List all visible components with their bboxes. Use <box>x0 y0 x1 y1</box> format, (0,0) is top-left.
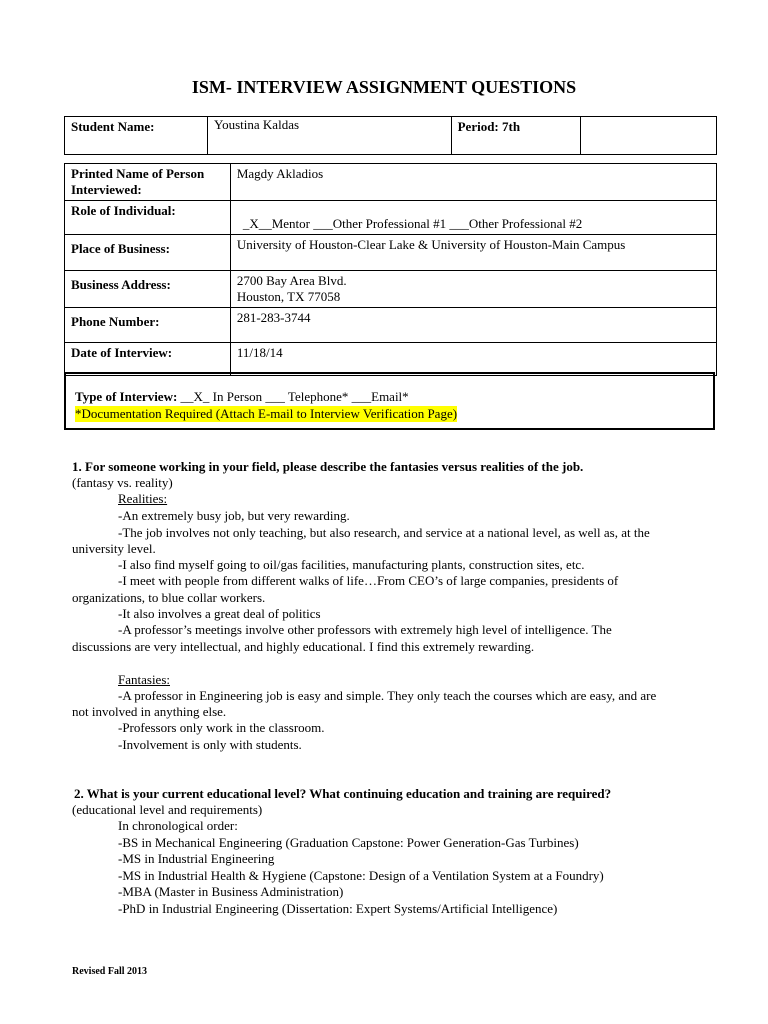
printed-name-label: Printed Name of Person Interviewed: <box>65 164 231 201</box>
fantasy-3: -Involvement is only with students. <box>118 737 302 752</box>
reality-6a: -A professor’s meetings involve other professors with extremely high level of intelligence. The <box>118 622 612 637</box>
student-name-label: Student Name: <box>65 117 208 155</box>
phone-label: Phone Number: <box>65 308 231 343</box>
education-4: -MBA (Master in Business Administration) <box>118 884 344 899</box>
role-value: _X__Mentor ___Other Professional #1 ___Other Professional #2 <box>230 201 716 235</box>
date-value: 11/18/14 <box>230 343 716 376</box>
education-1: -BS in Mechanical Engineering (Graduation Capstone: Power Generation-Gas Turbines) <box>118 835 579 850</box>
question-1-heading: 1. For someone working in your field, please describe the fantasies versus realities of the job. <box>72 459 584 474</box>
reality-3: -I also find myself going to oil/gas facilities, manufacturing plants, construction sites, etc. <box>118 557 585 572</box>
reality-6b: discussions are very intellectual, and highly educational. I find this extremely rewarding. <box>72 639 535 654</box>
fantasies-label: Fantasies: <box>118 672 170 687</box>
reality-2a: -The job involves not only teaching, but also research, and service at a national level, as well as, at the <box>118 525 650 540</box>
fantasy-2: -Professors only work in the classroom. <box>118 720 325 735</box>
interviewee-table <box>64 163 717 376</box>
fantasy-1a: -A professor in Engineering job is easy and simple. They only teach the courses which are easy, and are <box>118 688 657 703</box>
revision-footer: Revised Fall 2013 <box>72 966 147 977</box>
interview-type-options: __X_ In Person ___ Telephone* ___Email* <box>180 389 409 404</box>
reality-4b: organizations, to blue collar workers. <box>72 590 266 605</box>
student-table <box>64 116 717 155</box>
question-1-sub: (fantasy vs. reality) <box>72 475 173 490</box>
reality-2b: university level. <box>72 541 156 556</box>
place-label: Place of Business: <box>65 235 231 271</box>
documentation-note: *Documentation Required (Attach E-mail to Interview Verification Page) <box>75 406 458 421</box>
phone-value: 281-283-3744 <box>230 308 716 343</box>
printed-name-value: Magdy Akladios <box>230 164 716 201</box>
address-cell <box>230 271 716 308</box>
education-5: -PhD in Industrial Engineering (Dissertation: Expert Systems/Artificial Intelligence) <box>118 901 558 916</box>
period-extra <box>581 117 717 155</box>
reality-5: -It also involves a great deal of politics <box>118 606 321 621</box>
role-label: Role of Individual: <box>65 201 231 235</box>
question-2-sub: (educational level and requirements) <box>72 802 263 817</box>
place-value: University of Houston-Clear Lake & University of Houston-Main Campus <box>230 235 716 271</box>
fantasy-1b: not involved in anything else. <box>72 704 227 719</box>
reality-4a: -I meet with people from different walks of life…From CEO’s of large companies, presidents of <box>118 573 619 588</box>
education-intro: In chronological order: <box>118 818 238 833</box>
address-label: Business Address: <box>65 271 231 308</box>
interview-type-label: Type of Interview: <box>75 389 178 404</box>
period-label: Period: 7th <box>451 117 581 155</box>
student-name-value: Youstina Kaldas <box>208 117 452 155</box>
date-label: Date of Interview: <box>65 343 231 376</box>
address-line1: 2700 Bay Area Blvd. <box>236 273 347 288</box>
interview-type-box <box>64 372 715 430</box>
interview-type-line <box>75 389 409 405</box>
realities-label: Realities: <box>118 491 168 506</box>
education-3: -MS in Industrial Health & Hygiene (Capstone: Design of a Ventilation System at a Foundry) <box>118 868 604 883</box>
page-title: ISM- INTERVIEW ASSIGNMENT QUESTIONS <box>191 77 577 97</box>
address-line2: Houston, TX 77058 <box>236 289 341 304</box>
reality-1: -An extremely busy job, but very rewarding. <box>118 508 350 523</box>
education-2: -MS in Industrial Engineering <box>118 851 275 866</box>
question-2-heading: 2. What is your current educational level? What continuing education and training are required? <box>74 786 612 801</box>
